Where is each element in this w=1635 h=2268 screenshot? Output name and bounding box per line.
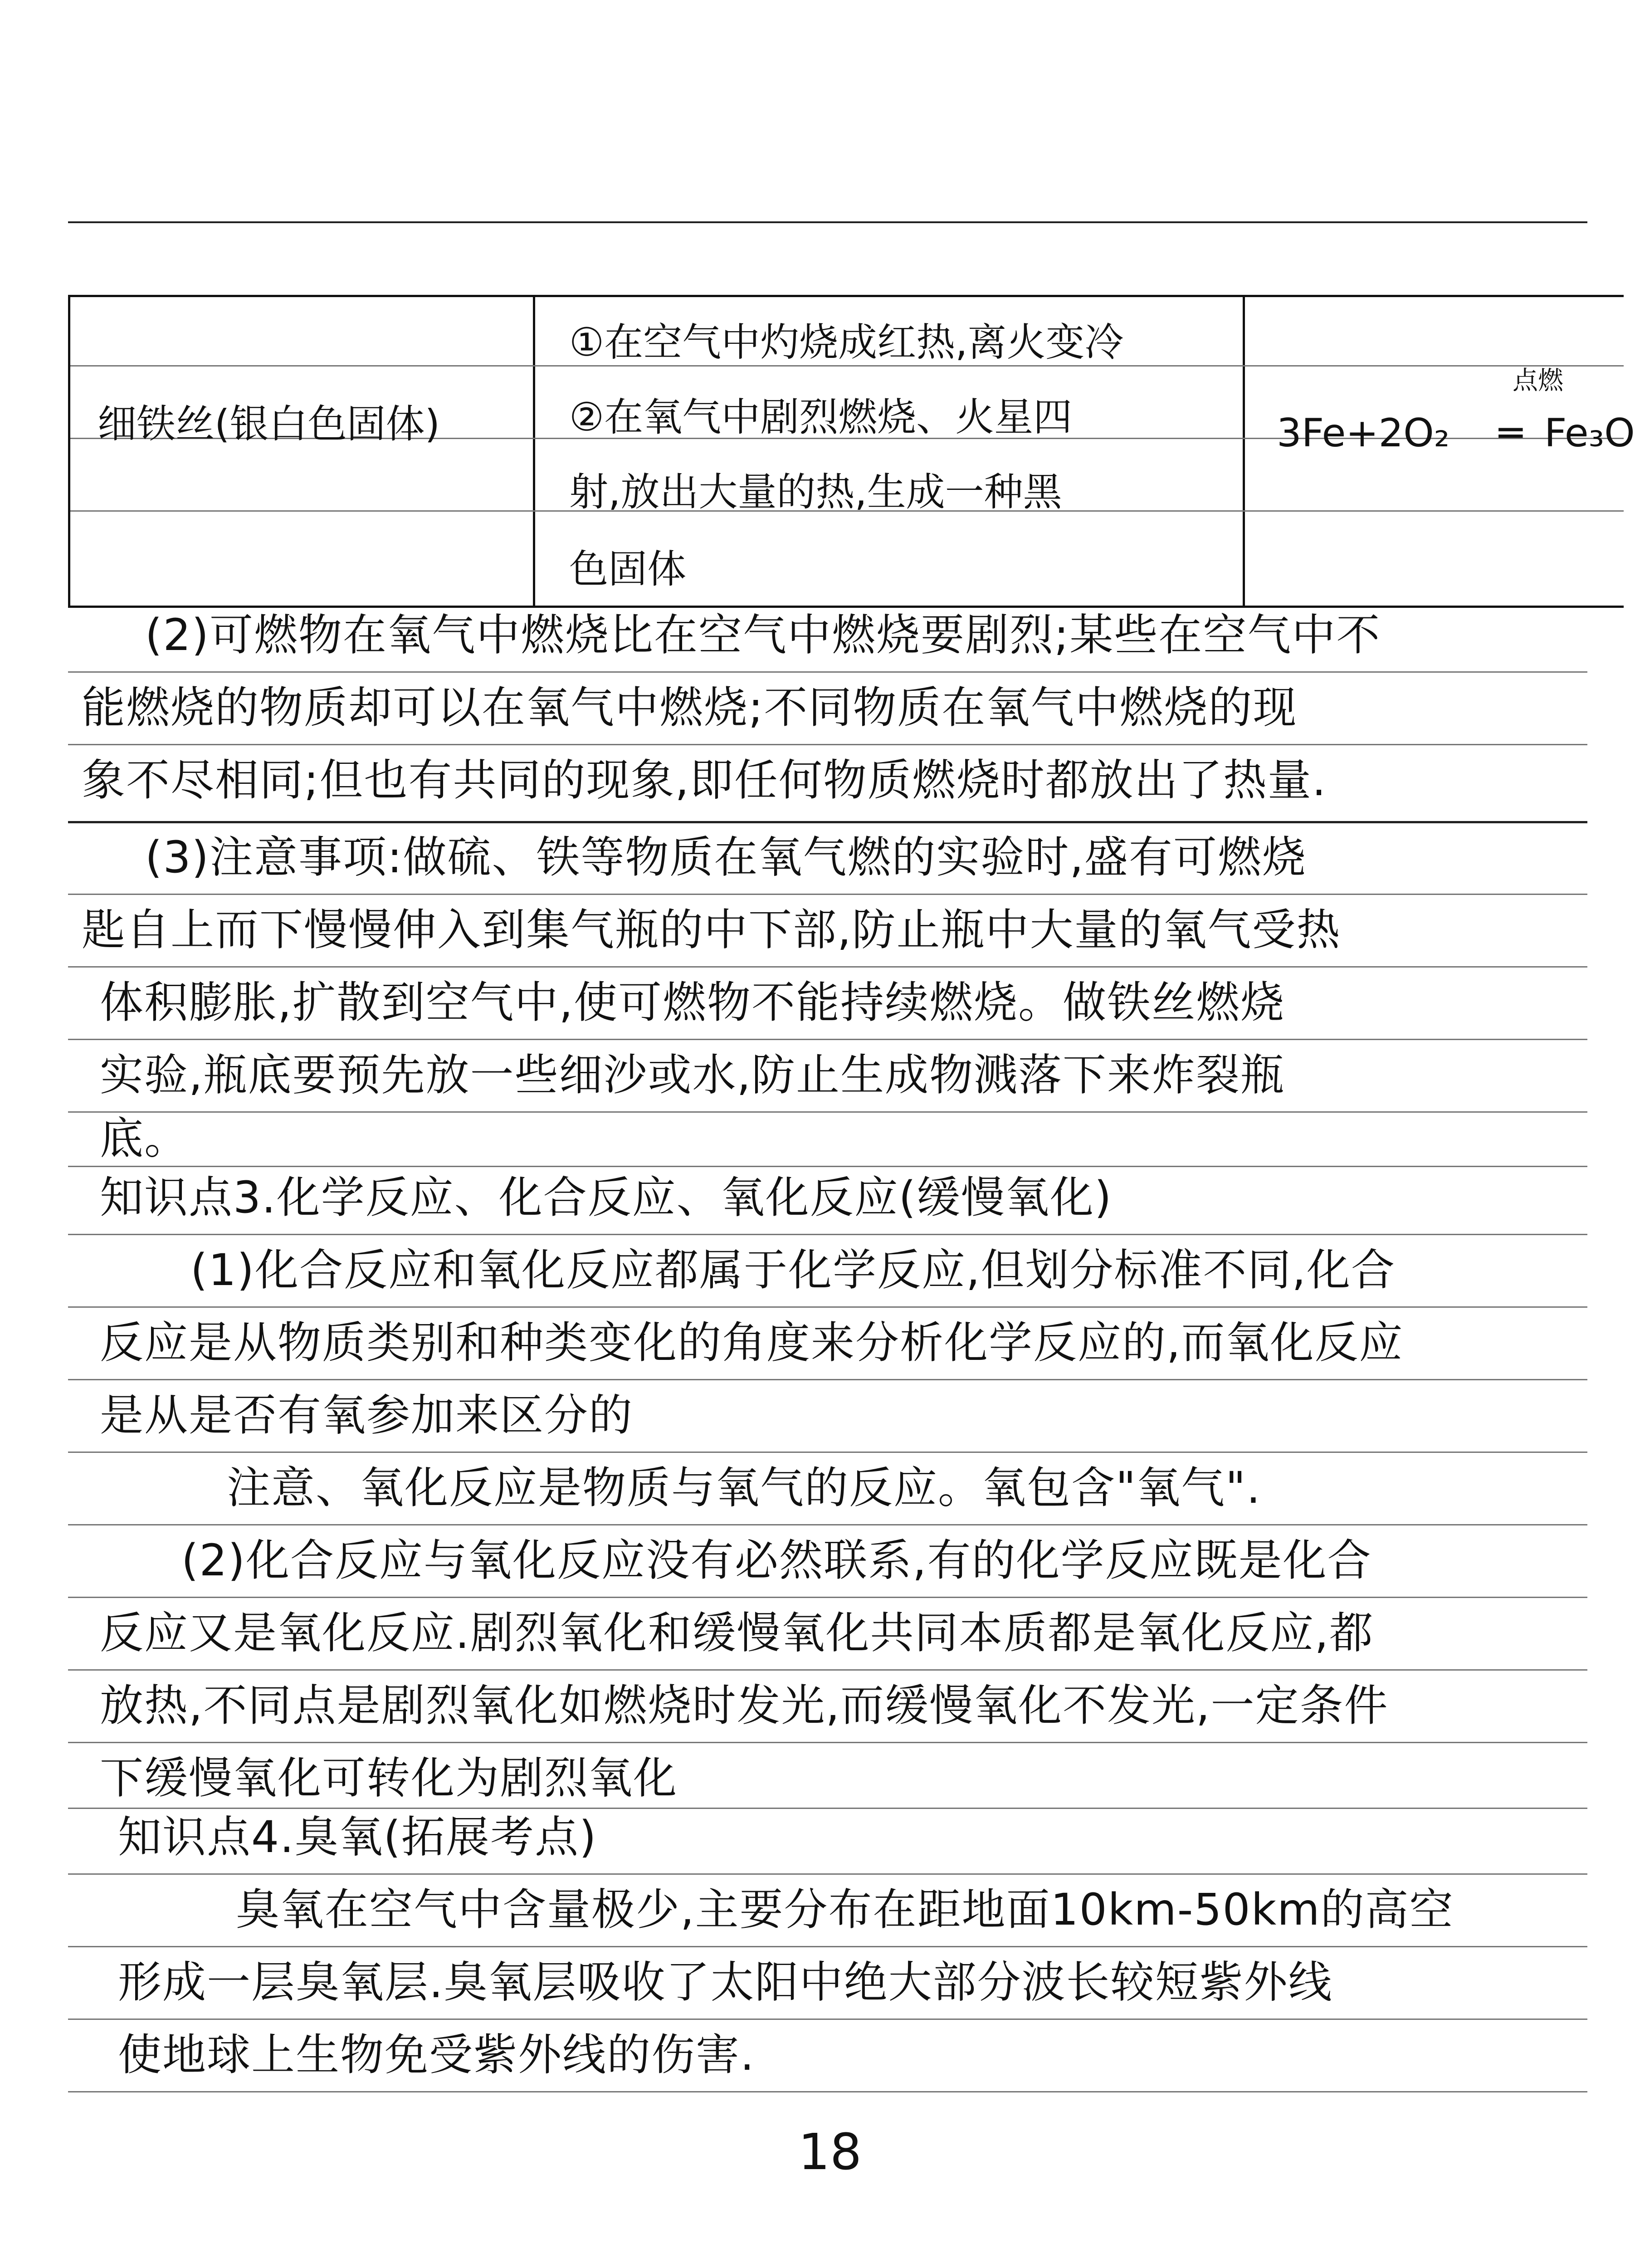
table-cell-phenomenon-line: 射,放出大量的热,生成一种黑 [569, 469, 1062, 515]
ruled-line [70, 365, 1624, 367]
text-line: 象不尽相同;但也有共同的现象,即任何物质燃烧时都放出了热量. [82, 755, 1327, 806]
ruled-line [68, 1111, 1587, 1113]
equation-arrow: ═ [1499, 411, 1523, 456]
ruled-line [68, 1669, 1587, 1671]
ruled-line [68, 1166, 1587, 1167]
ruled-line [68, 821, 1587, 823]
equation-reactants: 3Fe+2O₂ [1277, 411, 1450, 456]
ruled-line [68, 1524, 1587, 1525]
text-line: 使地球上生物免受紫外线的伤害. [118, 2029, 755, 2080]
equation-condition: 点燃 [1513, 366, 1563, 396]
note-line: 注意、氧化反应是物质与氧气的反应。氧包含"氧气". [227, 1462, 1261, 1513]
ruled-line [68, 1306, 1587, 1308]
section-heading: 知识点3.化学反应、化合反应、氧化反应(缓慢氧化) [100, 1172, 1113, 1223]
text-line: 形成一层臭氧层.臭氧层吸收了太阳中绝大部分波长较短紫外线 [118, 1957, 1333, 2008]
text-line: 匙自上而下慢慢伸入到集气瓶的中下部,防止瓶中大量的氧气受热 [82, 904, 1341, 955]
table-cell-phenomenon-line: ②在氧气中剧烈燃烧、火星四 [569, 395, 1073, 440]
table-divider [533, 297, 535, 606]
ruled-line [68, 221, 1587, 223]
page-number: 18 [798, 2123, 862, 2181]
ruled-line [68, 2091, 1587, 2092]
ruled-line [68, 1452, 1587, 1453]
ruled-line [68, 1597, 1587, 1598]
text-line: (3)注意事项:做硫、铁等物质在氧气燃的实验时,盛有可燃烧 [145, 832, 1307, 883]
ruled-line [68, 744, 1587, 745]
text-line: 放热,不同点是剧烈氧化如燃烧时发光,而缓慢氧化不发光,一定条件 [100, 1680, 1389, 1731]
table-divider [1243, 297, 1245, 606]
text-line: 反应是从物质类别和种类变化的角度来分析化学反应的,而氧化反应 [100, 1317, 1404, 1368]
ruled-line [68, 1873, 1587, 1875]
text-line: 体积膨胀,扩散到空气中,使可燃物不能持续燃烧。做铁丝燃烧 [100, 977, 1285, 1028]
table-cell-phenomenon-line: 色固体 [569, 547, 686, 592]
ruled-line [68, 894, 1587, 895]
ruled-line [68, 1946, 1587, 1947]
table-cell-substance: 细铁丝(银白色固体) [98, 401, 440, 447]
reaction-table [68, 295, 1635, 608]
text-line: 下缓慢氧化可转化为剧烈氧化 [100, 1753, 678, 1804]
ruled-line [68, 671, 1587, 673]
ruled-line [68, 966, 1587, 968]
text-line: 反应又是氧化反应.剧烈氧化和缓慢氧化共同本质都是氧化反应,都 [100, 1608, 1374, 1658]
text-line: 是从是否有氧参加来区分的 [100, 1390, 633, 1441]
text-line: (2)化合反应与氧化反应没有必然联系,有的化学反应既是化合 [181, 1535, 1372, 1586]
ruled-line [68, 1234, 1587, 1235]
text-line: 能燃烧的物质却可以在氧气中燃烧;不同物质在氧气中燃烧的现 [82, 682, 1298, 733]
text-line: 实验,瓶底要预先放一些细沙或水,防止生成物溅落下来炸裂瓶 [100, 1050, 1285, 1100]
text-line: 底。 [100, 1113, 189, 1164]
equation-product: Fe₃O [1544, 411, 1635, 456]
ruled-line [68, 1379, 1587, 1380]
table-cell-phenomenon-line: ①在空气中灼烧成红热,离火变冷 [569, 320, 1124, 365]
ruled-line [68, 1808, 1587, 1809]
ruled-line [68, 1039, 1587, 1040]
ruled-line [68, 1742, 1587, 1743]
text-line: (1)化合反应和氧化反应都属于化学反应,但划分标准不同,化合 [190, 1245, 1396, 1295]
text-line: (2)可燃物在氧气中燃烧比在空气中燃烧要剧烈;某些在空气中不 [145, 610, 1381, 660]
section-heading: 知识点4.臭氧(拓展考点) [118, 1812, 597, 1862]
text-line: 臭氧在空气中含量极少,主要分布在距地面10km-50km的高空 [236, 1884, 1454, 1935]
ruled-line [68, 2019, 1587, 2020]
